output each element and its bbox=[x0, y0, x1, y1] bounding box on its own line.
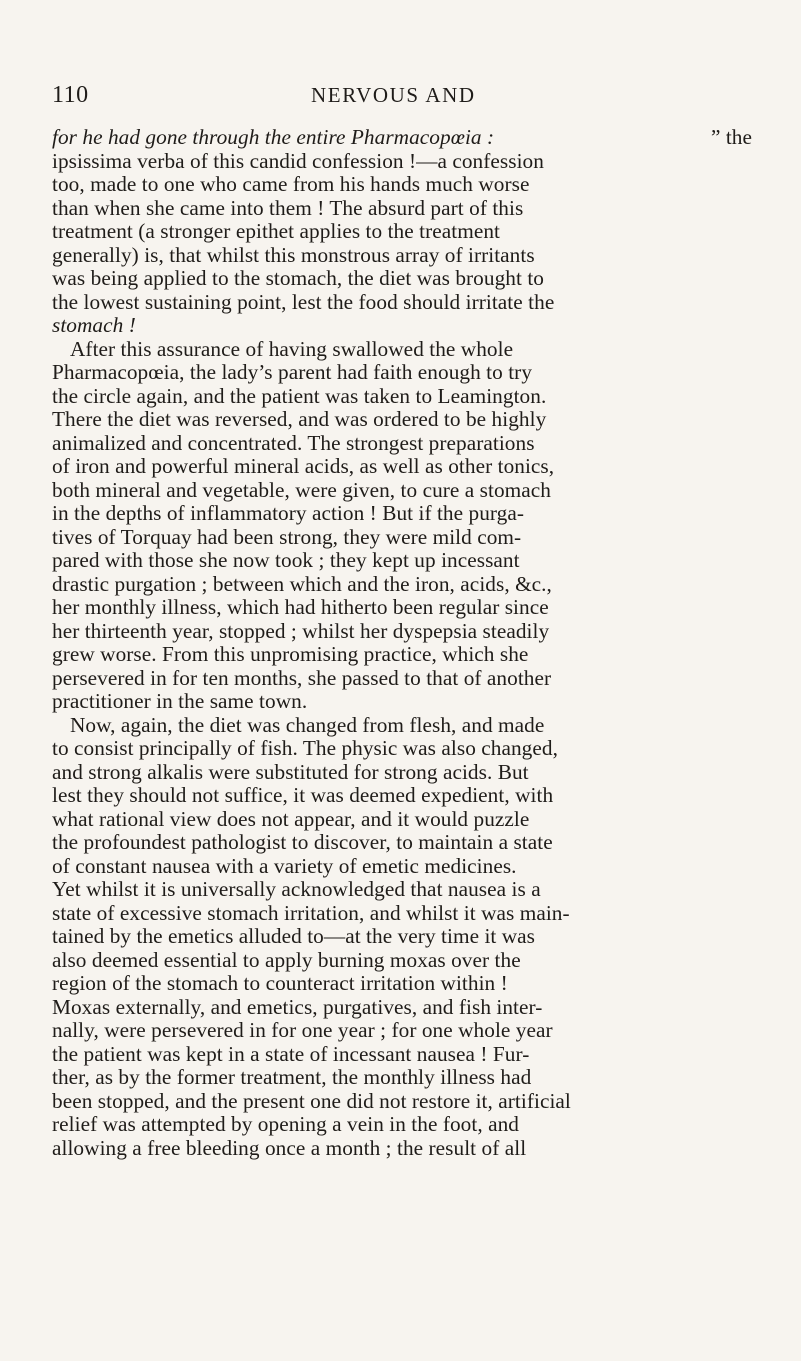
text-line-content: Yet whilst it is universally acknowledged that nausea is a bbox=[52, 877, 541, 901]
text-line bbox=[52, 126, 752, 150]
text-line bbox=[52, 432, 752, 456]
body-text bbox=[52, 126, 752, 1160]
text-line-content: tained by the emetics alluded to—at the very time it was bbox=[52, 924, 536, 948]
text-line-content: Pharmacopœia, the lady’s parent had faith enough to try bbox=[52, 360, 533, 384]
text-line-content: generally) is, that whilst this monstrous array of irritants bbox=[52, 242, 535, 267]
text-line bbox=[52, 831, 752, 855]
text-line-content: than when she came into them ! The absurd part of this bbox=[52, 195, 524, 220]
text-line-content: There the diet was reversed, and was ordered to be highly bbox=[52, 407, 547, 431]
text-line-content: both mineral and vegetable, were given, to cure a stomach bbox=[52, 477, 551, 502]
text-line bbox=[52, 291, 752, 315]
text-line bbox=[52, 714, 752, 738]
text-line bbox=[52, 996, 752, 1020]
text-line bbox=[52, 855, 752, 879]
text-line bbox=[52, 455, 752, 479]
text-line bbox=[52, 784, 752, 808]
text-line bbox=[52, 385, 752, 409]
text-line bbox=[52, 808, 752, 832]
text-line bbox=[52, 526, 752, 550]
text-line bbox=[52, 925, 752, 949]
text-line bbox=[52, 737, 752, 761]
text-line-content: the lowest sustaining point, lest the food should irritate the bbox=[52, 289, 555, 314]
text-line-content: was being applied to the stomach, the diet was brought to bbox=[52, 266, 544, 290]
running-head: NERVOUS AND bbox=[311, 83, 476, 107]
text-line-content: region of the stomach to counteract irritation within ! bbox=[52, 971, 508, 995]
text-line-content: the circle again, and the patient was taken to Leamington. bbox=[52, 383, 547, 408]
text-fragment: for he had gone through the entire Pharmacopœia : bbox=[52, 125, 495, 149]
text-line-content: grew worse. From this unpromising practice, which she bbox=[52, 642, 529, 666]
text-line bbox=[52, 502, 752, 526]
text-line bbox=[52, 596, 752, 620]
text-line-content: too, made to one who came from his hands much worse bbox=[52, 172, 530, 196]
text-line-content: After this assurance of having swallowed the whole bbox=[70, 336, 514, 361]
text-line bbox=[52, 761, 752, 785]
text-line bbox=[52, 220, 752, 244]
text-line-content: state of excessive stomach irritation, and whilst it was main- bbox=[52, 900, 570, 925]
text-line-content: and strong alkalis were substituted for strong acids. But bbox=[52, 759, 529, 784]
text-line bbox=[52, 267, 752, 291]
text-line-content: the patient was kept in a state of incessant nausea ! Fur- bbox=[52, 1041, 530, 1066]
text-line bbox=[52, 197, 752, 221]
text-line-content: tives of Torquay had been strong, they were mild com- bbox=[52, 524, 522, 549]
text-line-content: ther, as by the former treatment, the monthly illness had bbox=[52, 1065, 532, 1089]
text-line-content: of constant nausea with a variety of emetic medicines. bbox=[52, 853, 517, 878]
text-line bbox=[52, 1043, 752, 1067]
text-line bbox=[52, 1066, 752, 1090]
text-line-content: what rational view does not appear, and it would puzzle bbox=[52, 806, 530, 831]
text-line bbox=[52, 1090, 752, 1114]
text-line-content: the profoundest pathologist to discover, to maintain a state bbox=[52, 830, 553, 854]
text-line-content: ipsissima verba of this candid confession !—a confession bbox=[52, 148, 544, 173]
text-line bbox=[52, 972, 752, 996]
text-line bbox=[52, 643, 752, 667]
text-line-content: persevered in for ten months, she passed to that of another bbox=[52, 665, 552, 690]
text-line-content: stomach ! bbox=[52, 313, 136, 337]
text-line bbox=[52, 573, 752, 597]
text-line-content: animalized and concentrated. The strongest preparations bbox=[52, 430, 535, 455]
text-line bbox=[52, 408, 752, 432]
text-line-content: in the depths of inflammatory action ! But if the purga- bbox=[52, 501, 525, 525]
text-line-content: of iron and powerful mineral acids, as well as other tonics, bbox=[52, 454, 555, 478]
text-line-content: to consist principally of fish. The physic was also changed, bbox=[52, 736, 558, 760]
text-line bbox=[52, 173, 752, 197]
text-line-content: been stopped, and the present one did not restore it, artificial bbox=[52, 1088, 571, 1113]
text-line-content: relief was attempted by opening a vein in the foot, and bbox=[52, 1112, 519, 1136]
text-line-content: practitioner in the same town. bbox=[52, 689, 308, 713]
text-line bbox=[52, 549, 752, 573]
text-line bbox=[52, 150, 752, 174]
text-line-content: also deemed essential to apply burning moxas over the bbox=[52, 947, 521, 972]
text-line-content: her thirteenth year, stopped ; whilst her dyspepsia steadily bbox=[52, 618, 550, 643]
text-line bbox=[52, 479, 752, 503]
text-line bbox=[52, 1113, 752, 1137]
page-number: 110 bbox=[52, 82, 89, 108]
text-line-content: allowing a free bleeding once a month ; the result of all bbox=[52, 1135, 527, 1160]
text-line bbox=[52, 902, 752, 926]
text-line bbox=[52, 690, 752, 714]
text-line bbox=[52, 620, 752, 644]
text-line-content: pared with those she now took ; they kept up incessant bbox=[52, 548, 520, 572]
text-fragment: ” the bbox=[710, 125, 752, 149]
text-line bbox=[52, 1137, 752, 1161]
text-line-content: her monthly illness, which had hitherto been regular since bbox=[52, 595, 549, 619]
text-line bbox=[52, 878, 752, 902]
text-line bbox=[52, 314, 752, 338]
text-line-content: drastic purgation ; between which and the iron, acids, &c., bbox=[52, 571, 552, 596]
text-line-content: Moxas externally, and emetics, purgatives, and fish inter- bbox=[52, 994, 543, 1019]
text-line-content: treatment (a stronger epithet applies to the treatment bbox=[52, 219, 500, 243]
text-line bbox=[52, 361, 752, 385]
text-line bbox=[52, 244, 752, 268]
text-line bbox=[52, 667, 752, 691]
page-header bbox=[52, 82, 752, 108]
text-line-content: Now, again, the diet was changed from flesh, and made bbox=[70, 712, 545, 737]
text-line-content: lest they should not suffice, it was deemed expedient, with bbox=[52, 783, 554, 807]
text-line bbox=[52, 1019, 752, 1043]
text-line-content: nally, were persevered in for one year ; for one whole year bbox=[52, 1018, 553, 1042]
text-line bbox=[52, 338, 752, 362]
text-line bbox=[52, 949, 752, 973]
